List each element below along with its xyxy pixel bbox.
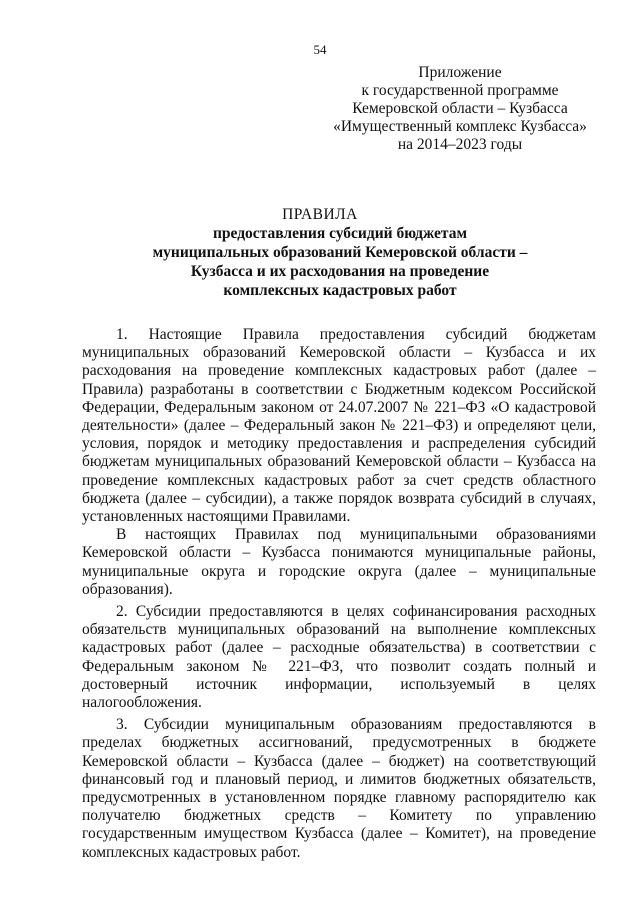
subtitle-line: муниципальных образований Кемеровской области – xyxy=(152,244,528,261)
appendix-line: к государственной программе xyxy=(361,82,559,99)
appendix-line: Кемеровской области – Кузбасса xyxy=(352,100,568,117)
paragraph-2: В настоящих Правилах под муниципальными образованиями Кемеровской области – Кузбасса понимаются муниципальные районы, муниципальные округа и городские округа (далее – муниципальные образования). xyxy=(82,526,596,598)
page-number: 54 xyxy=(313,42,327,57)
appendix-line: «Имущественный комплекс Кузбасса» xyxy=(333,118,587,135)
appendix-header xyxy=(310,64,610,154)
appendix-line: Приложение xyxy=(418,64,502,81)
paragraph-4: 3. Субсидии муниципальным образованиям предоставляются в пределах бюджетных ассигнований, предусмотренных в бюджете Кемеровской области – Кузбасса (далее – бюджет) на соответствующий финансовый год и плановый период, и лимитов бюджетных обязательств, предусмотренных в установленном порядке главному распорядителю как получателю бюджетных средств – Комитету по управлению государственным имуществом Кузбасса (далее – Комитет), на проведение комплексных кадастровых работ. xyxy=(82,716,596,861)
subtitle-line: Кузбасса и их расходования на проведение xyxy=(190,263,490,280)
paragraph-3: 2. Субсидии предоставляются в целях софинансирования расходных обязательств муниципальных образований на выполнение комплексных кадастровых работ (далее – расходные обязательства) в соответствии с Федеральным законом № 221–ФЗ, что позволит создать полный и достоверный источник информации, используемый в целях налогообложения. xyxy=(82,603,596,712)
subtitle-line: комплексных кадастровых работ xyxy=(223,282,457,299)
document-title: ПРАВИЛА xyxy=(282,206,358,223)
paragraph-1: 1. Настоящие Правила предоставления субсидий бюджетам муниципальных образований Кемеровской области – Кузбасса и их расходования на проведение комплексных кадастровых работ (далее – Правила) разработаны в соответствии с Бюджетным кодексом Российской Федерации, Федеральным законом от 24.07.2007 № 221–ФЗ «О кадастровой деятельности» (далее – Федеральный закон № 221–ФЗ) и определяют цели, условия, порядок и методику предоставления и распределения субсидий бюджетам муниципальных образований Кемеровской области – Кузбасса на проведение комплексных кадастровых работ за счет средств областного бюджета (далее – субсидии), а также порядок возврата субсидий в случаях, установленных настоящими Правилами. xyxy=(82,326,596,526)
document-subtitle xyxy=(80,224,600,300)
appendix-line: на 2014–2023 годы xyxy=(397,136,523,153)
subtitle-line: предоставления субсидий бюджетам xyxy=(212,225,468,242)
document-body xyxy=(82,326,596,862)
